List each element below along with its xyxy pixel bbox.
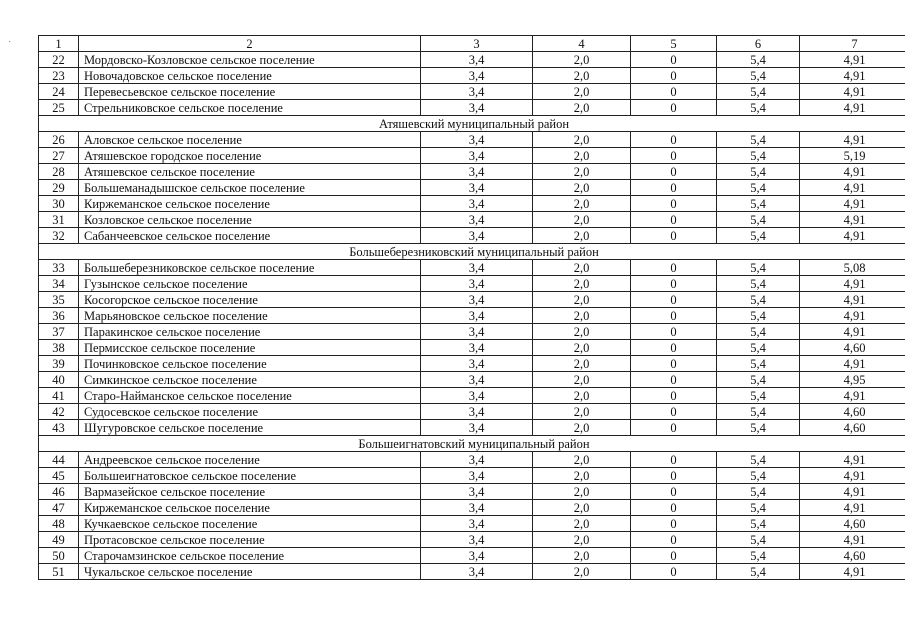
header-cell-3: 3 [421,36,533,52]
col-7-cell: 4,60 [800,516,905,532]
table-row [39,164,905,180]
col-7-cell: 4,91 [800,228,905,244]
col-6-cell: 5,4 [717,260,800,276]
settlement-name-cell: Киржеманское сельское поселение [79,196,421,212]
row-number-cell: 30 [39,196,79,212]
col-3-cell: 3,4 [421,180,533,196]
col-7-cell: 4,91 [800,164,905,180]
col-5-cell: 0 [631,388,717,404]
settlement-name-cell: Гузынское сельское поселение [79,276,421,292]
table-row [39,276,905,292]
col-6-cell: 5,4 [717,132,800,148]
row-number-cell: 38 [39,340,79,356]
col-4-cell: 2,0 [533,228,631,244]
row-number-cell: 51 [39,564,79,580]
header-cell-2: 2 [79,36,421,52]
col-4-cell: 2,0 [533,276,631,292]
settlement-name-cell: Атяшевское сельское поселение [79,164,421,180]
settlement-name-cell: Косогорское сельское поселение [79,292,421,308]
table-row [39,388,905,404]
table-row [39,100,905,116]
row-number-cell: 41 [39,388,79,404]
col-7-cell: 4,91 [800,276,905,292]
col-4-cell: 2,0 [533,212,631,228]
col-3-cell: 3,4 [421,468,533,484]
table-body [39,36,905,580]
col-3-cell: 3,4 [421,388,533,404]
col-6-cell: 5,4 [717,484,800,500]
col-6-cell: 5,4 [717,164,800,180]
col-5-cell: 0 [631,420,717,436]
col-7-cell: 4,91 [800,532,905,548]
col-7-cell: 4,60 [800,404,905,420]
col-7-cell: 4,60 [800,548,905,564]
col-4-cell: 2,0 [533,84,631,100]
col-4-cell: 2,0 [533,484,631,500]
col-6-cell: 5,4 [717,52,800,68]
col-4-cell: 2,0 [533,548,631,564]
header-cell-5: 5 [631,36,717,52]
settlement-name-cell: Судосевское сельское поселение [79,404,421,420]
col-4-cell: 2,0 [533,308,631,324]
col-4-cell: 2,0 [533,148,631,164]
col-4-cell: 2,0 [533,100,631,116]
col-7-cell: 4,91 [800,84,905,100]
col-7-cell: 4,91 [800,292,905,308]
col-7-cell: 4,91 [800,100,905,116]
table-row [39,132,905,148]
table-row [39,340,905,356]
col-3-cell: 3,4 [421,52,533,68]
table-row [39,52,905,68]
row-number-cell: 22 [39,52,79,68]
col-5-cell: 0 [631,52,717,68]
col-6-cell: 5,4 [717,292,800,308]
col-3-cell: 3,4 [421,132,533,148]
col-4-cell: 2,0 [533,52,631,68]
table-row [39,212,905,228]
col-3-cell: 3,4 [421,228,533,244]
section-row [39,436,905,452]
row-number-cell: 49 [39,532,79,548]
col-5-cell: 0 [631,324,717,340]
col-4-cell: 2,0 [533,260,631,276]
settlement-name-cell: Старочамзинское сельское поселение [79,548,421,564]
col-6-cell: 5,4 [717,404,800,420]
col-5-cell: 0 [631,452,717,468]
section-row [39,116,905,132]
section-row [39,244,905,260]
col-3-cell: 3,4 [421,340,533,356]
row-number-cell: 40 [39,372,79,388]
col-6-cell: 5,4 [717,420,800,436]
col-4-cell: 2,0 [533,196,631,212]
col-6-cell: 5,4 [717,500,800,516]
col-3-cell: 3,4 [421,148,533,164]
district-title: Большеигнатовский муниципальный район [39,436,905,452]
settlement-name-cell: Симкинское сельское поселение [79,372,421,388]
col-3-cell: 3,4 [421,212,533,228]
table-row [39,372,905,388]
col-5-cell: 0 [631,356,717,372]
row-number-cell: 25 [39,100,79,116]
col-7-cell: 4,91 [800,452,905,468]
row-number-cell: 34 [39,276,79,292]
col-4-cell: 2,0 [533,180,631,196]
col-4-cell: 2,0 [533,420,631,436]
table-row [39,324,905,340]
settlement-name-cell: Шугуровское сельское поселение [79,420,421,436]
col-7-cell: 4,91 [800,484,905,500]
col-6-cell: 5,4 [717,148,800,164]
col-6-cell: 5,4 [717,372,800,388]
table-row [39,500,905,516]
col-5-cell: 0 [631,500,717,516]
col-6-cell: 5,4 [717,196,800,212]
settlement-name-cell: Перевесьевское сельское поселение [79,84,421,100]
settlement-name-cell: Атяшевское городское поселение [79,148,421,164]
row-number-cell: 31 [39,212,79,228]
col-4-cell: 2,0 [533,532,631,548]
col-6-cell: 5,4 [717,340,800,356]
table-row [39,356,905,372]
settlement-name-cell: Мордовско-Козловское сельское поселение [79,52,421,68]
row-number-cell: 33 [39,260,79,276]
col-5-cell: 0 [631,372,717,388]
settlement-name-cell: Паракинское сельское поселение [79,324,421,340]
data-table [38,35,905,580]
col-5-cell: 0 [631,196,717,212]
settlement-name-cell: Марьяновское сельское поселение [79,308,421,324]
col-6-cell: 5,4 [717,180,800,196]
col-5-cell: 0 [631,276,717,292]
col-6-cell: 5,4 [717,548,800,564]
col-5-cell: 0 [631,68,717,84]
col-5-cell: 0 [631,516,717,532]
row-number-cell: 32 [39,228,79,244]
col-5-cell: 0 [631,340,717,356]
row-number-cell: 28 [39,164,79,180]
col-4-cell: 2,0 [533,132,631,148]
col-6-cell: 5,4 [717,452,800,468]
col-4-cell: 2,0 [533,516,631,532]
settlement-name-cell: Киржеманское сельское поселение [79,500,421,516]
table-row [39,292,905,308]
col-3-cell: 3,4 [421,516,533,532]
settlement-name-cell: Старо-Найманское сельское поселение [79,388,421,404]
row-number-cell: 35 [39,292,79,308]
col-3-cell: 3,4 [421,276,533,292]
row-number-cell: 36 [39,308,79,324]
col-3-cell: 3,4 [421,308,533,324]
col-4-cell: 2,0 [533,372,631,388]
col-6-cell: 5,4 [717,100,800,116]
table-row [39,420,905,436]
table-row [39,548,905,564]
col-5-cell: 0 [631,132,717,148]
row-number-cell: 46 [39,484,79,500]
col-7-cell: 4,60 [800,420,905,436]
settlement-name-cell: Чукальское сельское поселение [79,564,421,580]
col-7-cell: 4,91 [800,52,905,68]
header-cell-6: 6 [717,36,800,52]
settlement-name-cell: Кучкаевское сельское поселение [79,516,421,532]
col-5-cell: 0 [631,164,717,180]
col-6-cell: 5,4 [717,356,800,372]
col-6-cell: 5,4 [717,564,800,580]
row-number-cell: 37 [39,324,79,340]
col-5-cell: 0 [631,260,717,276]
col-3-cell: 3,4 [421,292,533,308]
col-6-cell: 5,4 [717,228,800,244]
col-7-cell: 4,91 [800,132,905,148]
col-3-cell: 3,4 [421,324,533,340]
row-number-cell: 27 [39,148,79,164]
settlement-name-cell: Пермисское сельское поселение [79,340,421,356]
col-7-cell: 4,91 [800,196,905,212]
col-4-cell: 2,0 [533,324,631,340]
col-5-cell: 0 [631,228,717,244]
col-3-cell: 3,4 [421,452,533,468]
col-3-cell: 3,4 [421,372,533,388]
col-3-cell: 3,4 [421,356,533,372]
col-7-cell: 4,91 [800,180,905,196]
table-row [39,68,905,84]
header-cell-7: 7 [800,36,905,52]
col-7-cell: 4,91 [800,308,905,324]
row-number-cell: 24 [39,84,79,100]
table-row [39,564,905,580]
col-5-cell: 0 [631,564,717,580]
table-row [39,468,905,484]
col-7-cell: 4,91 [800,212,905,228]
row-number-cell: 26 [39,132,79,148]
table-row [39,196,905,212]
header-cell-1: 1 [39,36,79,52]
col-3-cell: 3,4 [421,484,533,500]
row-number-cell: 23 [39,68,79,84]
row-number-cell: 42 [39,404,79,420]
table-row [39,452,905,468]
header-cell-4: 4 [533,36,631,52]
row-number-cell: 45 [39,468,79,484]
settlement-name-cell: Починковское сельское поселение [79,356,421,372]
col-7-cell: 4,91 [800,500,905,516]
col-3-cell: 3,4 [421,500,533,516]
col-4-cell: 2,0 [533,356,631,372]
col-4-cell: 2,0 [533,404,631,420]
col-5-cell: 0 [631,548,717,564]
col-5-cell: 0 [631,84,717,100]
district-title: Атяшевский муниципальный район [39,116,905,132]
col-4-cell: 2,0 [533,500,631,516]
col-3-cell: 3,4 [421,260,533,276]
table-row [39,228,905,244]
settlement-name-cell: Сабанчеевское сельское поселение [79,228,421,244]
col-3-cell: 3,4 [421,564,533,580]
col-5-cell: 0 [631,180,717,196]
table-row [39,148,905,164]
col-6-cell: 5,4 [717,308,800,324]
col-7-cell: 5,19 [800,148,905,164]
col-5-cell: 0 [631,148,717,164]
col-4-cell: 2,0 [533,452,631,468]
settlement-name-cell: Протасовское сельское поселение [79,532,421,548]
col-6-cell: 5,4 [717,516,800,532]
col-3-cell: 3,4 [421,196,533,212]
col-7-cell: 4,91 [800,564,905,580]
col-7-cell: 5,08 [800,260,905,276]
row-number-cell: 44 [39,452,79,468]
table-row [39,180,905,196]
col-3-cell: 3,4 [421,404,533,420]
table-row [39,484,905,500]
col-6-cell: 5,4 [717,84,800,100]
settlement-name-cell: Большеберезниковское сельское поселение [79,260,421,276]
col-5-cell: 0 [631,484,717,500]
settlement-name-cell: Козловское сельское поселение [79,212,421,228]
col-7-cell: 4,95 [800,372,905,388]
col-6-cell: 5,4 [717,324,800,340]
table-row [39,404,905,420]
col-4-cell: 2,0 [533,564,631,580]
settlement-name-cell: Андреевское сельское поселение [79,452,421,468]
col-3-cell: 3,4 [421,84,533,100]
settlement-name-cell: Большеигнатовское сельское поселение [79,468,421,484]
settlement-name-cell: Вармазейское сельское поселение [79,484,421,500]
district-title: Большеберезниковский муниципальный район [39,244,905,260]
settlement-name-cell: Большеманадышское сельское поселение [79,180,421,196]
table-row [39,84,905,100]
col-4-cell: 2,0 [533,292,631,308]
settlement-name-cell: Новочадовское сельское поселение [79,68,421,84]
col-6-cell: 5,4 [717,212,800,228]
header-row [39,36,905,52]
col-4-cell: 2,0 [533,68,631,84]
col-5-cell: 0 [631,212,717,228]
col-7-cell: 4,91 [800,68,905,84]
col-5-cell: 0 [631,532,717,548]
row-number-cell: 43 [39,420,79,436]
col-6-cell: 5,4 [717,276,800,292]
row-number-cell: 29 [39,180,79,196]
col-3-cell: 3,4 [421,68,533,84]
col-3-cell: 3,4 [421,164,533,180]
col-6-cell: 5,4 [717,532,800,548]
col-3-cell: 3,4 [421,420,533,436]
table-row [39,308,905,324]
table-row [39,532,905,548]
col-7-cell: 4,91 [800,468,905,484]
col-5-cell: 0 [631,292,717,308]
col-7-cell: 4,60 [800,340,905,356]
table-row [39,260,905,276]
col-7-cell: 4,91 [800,388,905,404]
col-5-cell: 0 [631,404,717,420]
row-number-cell: 47 [39,500,79,516]
col-7-cell: 4,91 [800,324,905,340]
scan-speck: ˙ [8,40,12,51]
col-3-cell: 3,4 [421,548,533,564]
row-number-cell: 50 [39,548,79,564]
col-5-cell: 0 [631,468,717,484]
col-6-cell: 5,4 [717,68,800,84]
col-3-cell: 3,4 [421,532,533,548]
col-7-cell: 4,91 [800,356,905,372]
col-4-cell: 2,0 [533,340,631,356]
row-number-cell: 39 [39,356,79,372]
col-3-cell: 3,4 [421,100,533,116]
col-5-cell: 0 [631,308,717,324]
table-row [39,516,905,532]
col-4-cell: 2,0 [533,388,631,404]
col-5-cell: 0 [631,100,717,116]
col-6-cell: 5,4 [717,468,800,484]
settlement-name-cell: Стрельниковское сельское поселение [79,100,421,116]
col-4-cell: 2,0 [533,468,631,484]
col-6-cell: 5,4 [717,388,800,404]
col-4-cell: 2,0 [533,164,631,180]
settlement-name-cell: Аловское сельское поселение [79,132,421,148]
row-number-cell: 48 [39,516,79,532]
